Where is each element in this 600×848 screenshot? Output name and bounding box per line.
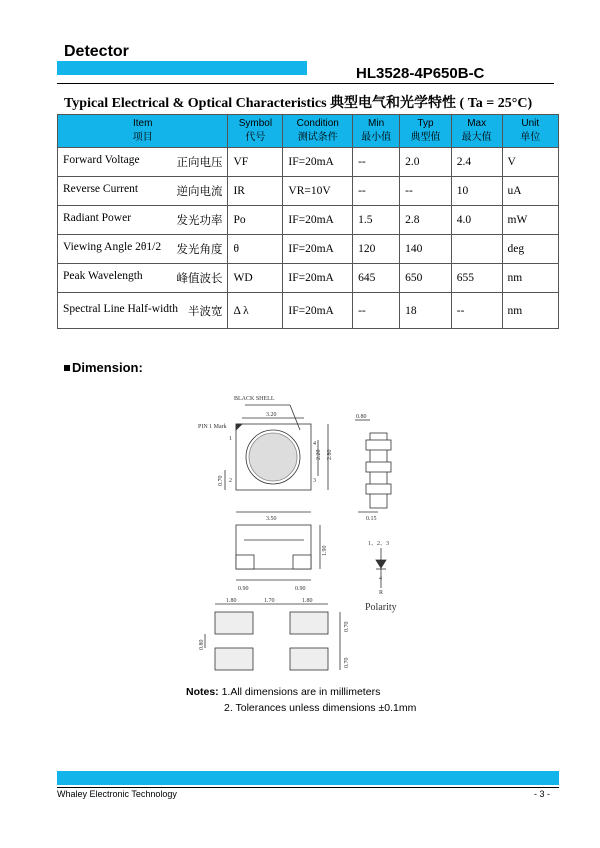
cell-min: 1.5 bbox=[353, 206, 400, 235]
cell-item: Radiant Power 发光功率 bbox=[58, 206, 228, 235]
cell-typ: -- bbox=[400, 177, 452, 206]
side-view bbox=[355, 420, 391, 512]
header-rule bbox=[57, 83, 554, 84]
table-row bbox=[58, 235, 559, 264]
front-view bbox=[236, 525, 320, 580]
table-row bbox=[58, 264, 559, 293]
pin-2-label: 2 bbox=[229, 478, 232, 484]
cell-max: 655 bbox=[451, 264, 502, 293]
cell-max: -- bbox=[451, 293, 502, 329]
dim-190: 1.90 bbox=[322, 545, 328, 556]
header-min: Min 最小值 bbox=[353, 115, 400, 148]
cell-max: 4.0 bbox=[451, 206, 502, 235]
model-number: HL3528-4P650B-C bbox=[356, 65, 485, 82]
cell-condition: IF=20mA bbox=[283, 264, 353, 293]
dimension-title: Dimension: bbox=[64, 360, 143, 375]
pin-1-label: 1 bbox=[229, 436, 232, 442]
cell-unit: V bbox=[502, 148, 558, 177]
cell-max bbox=[451, 235, 502, 264]
footer-accent-bar bbox=[57, 771, 559, 785]
cell-unit: nm bbox=[502, 293, 558, 329]
note-line-1: Notes: 1.All dimensions are in millimeters bbox=[186, 686, 381, 698]
cell-condition: IF=20mA bbox=[283, 148, 353, 177]
polarity-pin4-label: 4 bbox=[379, 576, 382, 582]
cell-symbol: Po bbox=[228, 206, 283, 235]
cell-item: Peak Wavelength 峰值波长 bbox=[58, 264, 228, 293]
cell-unit: uA bbox=[502, 177, 558, 206]
cell-min: 645 bbox=[353, 264, 400, 293]
cell-min: -- bbox=[353, 293, 400, 329]
dim-side-080: 0.80 bbox=[356, 414, 367, 420]
cell-condition: IF=20mA bbox=[283, 206, 353, 235]
header-max: Max 最大值 bbox=[451, 115, 502, 148]
cell-symbol: IR bbox=[228, 177, 283, 206]
table-row bbox=[58, 206, 559, 235]
table-header-row bbox=[58, 115, 559, 148]
header-unit: Unit 单位 bbox=[502, 115, 558, 148]
cell-typ: 2.0 bbox=[400, 148, 452, 177]
characteristics-table bbox=[57, 114, 559, 329]
header-condition: Condition 测试条件 bbox=[283, 115, 353, 148]
cell-symbol: VF bbox=[228, 148, 283, 177]
top-view bbox=[225, 405, 328, 512]
dim-pad-170: 1.70 bbox=[264, 598, 275, 604]
dim-pad-070-top: 0.70 bbox=[344, 621, 350, 632]
cell-unit: deg bbox=[502, 235, 558, 264]
cell-unit: mW bbox=[502, 206, 558, 235]
cell-condition: IF=20mA bbox=[283, 235, 353, 264]
pin-3-label: 3 bbox=[313, 478, 316, 484]
cell-min: -- bbox=[353, 177, 400, 206]
cell-item: Spectral Line Half-width 半波宽 bbox=[58, 293, 228, 329]
cell-item: Forward Voltage 正向电压 bbox=[58, 148, 228, 177]
dim-pad-180-right: 1.80 bbox=[302, 598, 313, 604]
dim-070-top: 0.70 bbox=[218, 475, 224, 486]
dim-side-015: 0.15 bbox=[366, 516, 377, 522]
footer-company: Whaley Electronic Technology bbox=[57, 789, 177, 799]
cell-item: Reverse Current 逆向电流 bbox=[58, 177, 228, 206]
cell-typ: 18 bbox=[400, 293, 452, 329]
dim-pad-180-left: 1.80 bbox=[226, 598, 237, 604]
polarity-pins-label: 1、2、3 bbox=[368, 541, 390, 547]
dim-280: 2.80 bbox=[327, 449, 333, 460]
cell-typ: 2.8 bbox=[400, 206, 452, 235]
cell-symbol: WD bbox=[228, 264, 283, 293]
table-row bbox=[58, 293, 559, 329]
notes bbox=[186, 684, 416, 716]
header-item: Item 项目 bbox=[58, 115, 228, 148]
cell-condition: VR=10V bbox=[283, 177, 353, 206]
table-row bbox=[58, 177, 559, 206]
note-line-2: 2. Tolerances unless dimensions ±0.1mm bbox=[224, 702, 417, 714]
cell-max: 2.4 bbox=[451, 148, 502, 177]
cell-min: -- bbox=[353, 148, 400, 177]
cell-min: 120 bbox=[353, 235, 400, 264]
bullet-square-icon bbox=[64, 365, 70, 371]
header-symbol: Symbol 代号 bbox=[228, 115, 283, 148]
header-accent-bar bbox=[57, 61, 307, 75]
pin1-mark-label: PIN 1 Mark bbox=[198, 424, 227, 430]
dim-090-right: 0.90 bbox=[295, 586, 306, 592]
dim-pad-070-bottom: 0.70 bbox=[344, 657, 350, 668]
pin-4-label: 4 bbox=[313, 441, 316, 447]
pad-layout bbox=[205, 604, 340, 670]
dim-090-left: 0.90 bbox=[238, 586, 249, 592]
dimension-drawing bbox=[0, 380, 600, 680]
cell-unit: nm bbox=[502, 264, 558, 293]
section-title: Typical Electrical & Optical Characteristics 典型电气和光学特性 ( Ta = 25°C) bbox=[64, 96, 533, 111]
footer-rule bbox=[57, 787, 559, 788]
polarity-diode-icon bbox=[376, 548, 386, 588]
dim-350: 3.50 bbox=[266, 516, 277, 522]
polarity-label: Polarity bbox=[365, 602, 397, 613]
cell-item: Viewing Angle 2θ1/2 发光角度 bbox=[58, 235, 228, 264]
cell-condition: IF=20mA bbox=[283, 293, 353, 329]
header-typ: Typ 典型值 bbox=[400, 115, 452, 148]
cell-typ: 140 bbox=[400, 235, 452, 264]
brand-title: Detector bbox=[64, 43, 129, 60]
cell-symbol: θ bbox=[228, 235, 283, 264]
page-number: - 3 - bbox=[533, 789, 550, 799]
black-shell-label: BLACK SHELL bbox=[234, 396, 275, 402]
polarity-r-label: R bbox=[379, 590, 384, 596]
dim-320: 3.20 bbox=[266, 412, 277, 418]
cell-max: 10 bbox=[451, 177, 502, 206]
dim-pad-080: 0.80 bbox=[199, 639, 205, 650]
cell-symbol: Δ λ bbox=[228, 293, 283, 329]
cell-typ: 650 bbox=[400, 264, 452, 293]
dim-220: 2.20 bbox=[316, 449, 322, 460]
table-row bbox=[58, 148, 559, 177]
